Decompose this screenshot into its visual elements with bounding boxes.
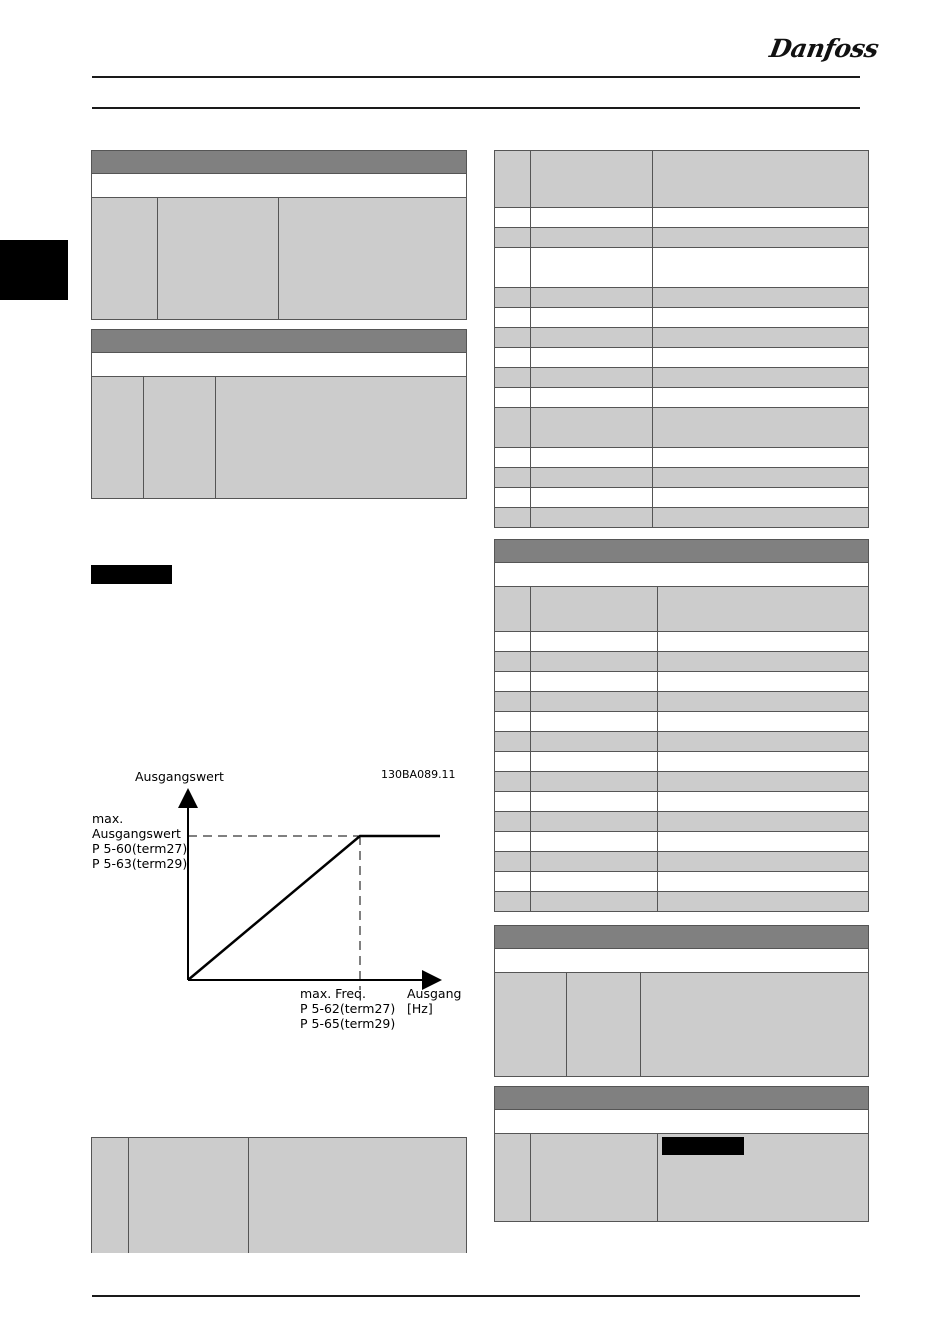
table-row <box>494 488 869 508</box>
column-divider <box>652 288 653 307</box>
column-divider <box>657 872 658 891</box>
column-divider <box>530 248 531 287</box>
y-axis-label: Ausgangswert <box>135 769 224 784</box>
column-divider <box>652 508 653 527</box>
column-divider <box>652 308 653 327</box>
table-row <box>494 712 869 732</box>
table-row <box>494 892 869 912</box>
table-row <box>494 388 869 408</box>
y-marker-line-1: max. <box>92 811 124 826</box>
param-table-4-body <box>494 972 869 1077</box>
table-row <box>494 348 869 368</box>
table-row <box>494 752 869 772</box>
column-divider <box>530 448 531 467</box>
option-table-2-subheader <box>494 562 869 587</box>
column-divider <box>652 468 653 487</box>
table-row <box>494 652 869 672</box>
column-divider <box>530 832 531 851</box>
x-marker-line-3: P 5-65(term29) <box>300 1016 396 1031</box>
column-divider <box>657 792 658 811</box>
table-row <box>494 852 869 872</box>
output-curve <box>188 836 440 980</box>
notice-label-box <box>662 1137 744 1155</box>
column-divider <box>530 488 531 507</box>
column-divider <box>640 973 641 1076</box>
column-divider <box>530 732 531 751</box>
figure-code: 130BA089.11 <box>381 768 456 781</box>
column-divider <box>530 468 531 487</box>
column-divider <box>657 587 658 631</box>
option-table-2-header <box>494 539 869 563</box>
table-row <box>494 586 869 632</box>
column-divider <box>652 408 653 447</box>
column-divider <box>530 348 531 367</box>
param-table-3-body <box>91 1137 467 1253</box>
column-divider <box>530 712 531 731</box>
column-divider <box>530 772 531 791</box>
column-divider <box>128 1138 129 1253</box>
column-divider <box>657 852 658 871</box>
x-axis-label-line-2: [Hz] <box>407 1001 433 1016</box>
table-row <box>494 448 869 468</box>
table-row <box>494 632 869 652</box>
table-row <box>494 208 869 228</box>
column-divider <box>530 228 531 247</box>
column-divider <box>657 752 658 771</box>
column-divider <box>657 712 658 731</box>
column-divider <box>652 348 653 367</box>
column-divider <box>530 368 531 387</box>
column-divider <box>657 772 658 791</box>
column-divider <box>530 632 531 651</box>
column-divider <box>657 732 658 751</box>
column-divider <box>652 248 653 287</box>
table-row <box>494 832 869 852</box>
column-divider <box>530 388 531 407</box>
column-divider <box>530 812 531 831</box>
y-marker-line-2: Ausgangswert <box>92 826 181 841</box>
table-row <box>494 288 869 308</box>
table-row <box>494 408 869 448</box>
column-divider <box>652 388 653 407</box>
table-row <box>494 732 869 752</box>
table-row <box>494 150 869 208</box>
column-divider <box>530 852 531 871</box>
column-divider <box>530 672 531 691</box>
column-divider <box>652 228 653 247</box>
param-table-4-subheader <box>494 948 869 973</box>
column-divider <box>530 408 531 447</box>
footer-rule <box>92 1295 860 1297</box>
danfoss-logo: Danfoss <box>767 34 881 63</box>
column-divider <box>652 151 653 207</box>
column-divider <box>652 208 653 227</box>
column-divider <box>530 652 531 671</box>
column-divider <box>530 792 531 811</box>
column-divider <box>652 448 653 467</box>
column-divider <box>657 632 658 651</box>
table-row <box>494 308 869 328</box>
table-row <box>494 872 869 892</box>
y-marker-line-3: P 5-60(term27) <box>92 841 188 856</box>
column-divider <box>530 872 531 891</box>
table-row <box>494 248 869 288</box>
x-axis-label-line-1: Ausgang <box>407 986 462 1001</box>
table-row <box>494 812 869 832</box>
column-divider <box>530 288 531 307</box>
column-divider <box>248 1138 249 1253</box>
column-divider <box>657 812 658 831</box>
param-table-5-header <box>494 1086 869 1110</box>
column-divider <box>657 1134 658 1221</box>
x-marker-line-2: P 5-62(term27) <box>300 1001 396 1016</box>
column-divider <box>530 752 531 771</box>
y-marker-line-4: P 5-63(term29) <box>92 856 188 871</box>
param-table-5-subheader <box>494 1109 869 1134</box>
table-row <box>494 228 869 248</box>
table-row <box>494 468 869 488</box>
column-divider <box>530 1134 531 1221</box>
column-divider <box>657 652 658 671</box>
x-marker-line-1: max. Freq. <box>300 986 366 1001</box>
column-divider <box>530 308 531 327</box>
table-row <box>494 508 869 528</box>
column-divider <box>530 508 531 527</box>
column-divider <box>652 368 653 387</box>
table-row <box>494 792 869 812</box>
column-divider <box>530 587 531 631</box>
column-divider <box>530 151 531 207</box>
column-divider <box>657 692 658 711</box>
column-divider <box>657 672 658 691</box>
param-table-4-header <box>494 925 869 949</box>
table-row <box>494 328 869 348</box>
column-divider <box>652 328 653 347</box>
column-divider <box>530 892 531 911</box>
table-row <box>494 692 869 712</box>
column-divider <box>657 892 658 911</box>
table-row <box>494 368 869 388</box>
column-divider <box>530 692 531 711</box>
column-divider <box>530 328 531 347</box>
column-divider <box>652 488 653 507</box>
param-table-5-body <box>494 1133 869 1222</box>
column-divider <box>657 832 658 851</box>
table-row <box>494 672 869 692</box>
column-divider <box>530 208 531 227</box>
table-row <box>494 772 869 792</box>
column-divider <box>566 973 567 1076</box>
